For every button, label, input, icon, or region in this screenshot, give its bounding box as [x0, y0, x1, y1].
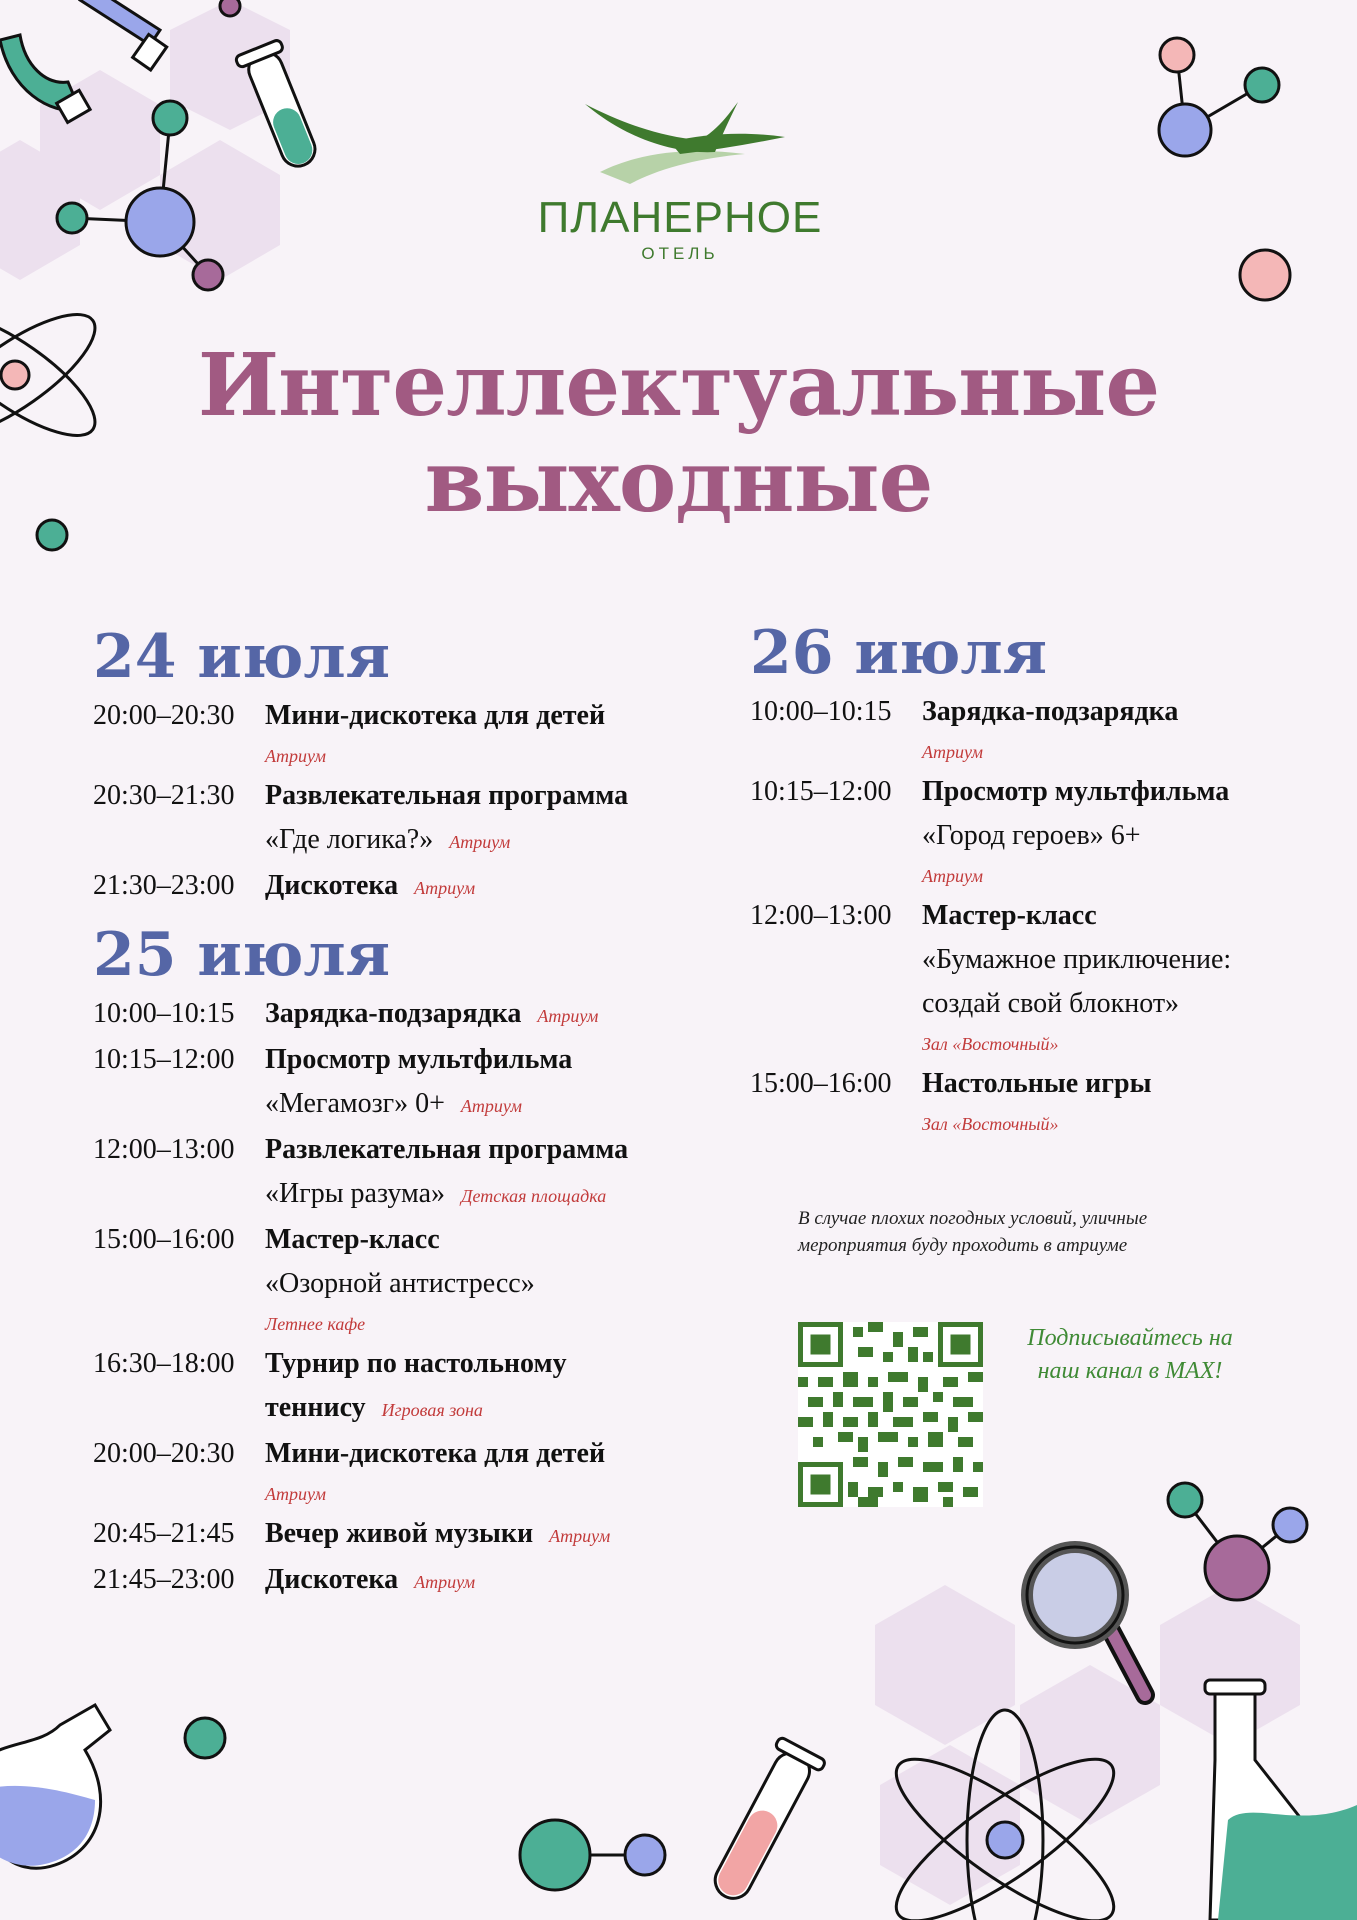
event-location: Атриум [460, 1096, 522, 1116]
schedule-left-column [93, 622, 713, 1604]
event-subtitle: «Город героев» 6+ [922, 820, 1141, 851]
event-name: Дискотека [265, 1564, 399, 1595]
title-line: Интеллектуальные [197, 335, 1160, 436]
event-time: 10:15–12:00 [93, 1044, 235, 1075]
event-row [93, 864, 713, 910]
event-row [750, 1062, 1310, 1142]
event-subtitle: «Мегамозг» 0+ [265, 1088, 445, 1119]
subscribe-text [1000, 1322, 1260, 1388]
title-line: выходные [424, 431, 933, 532]
event-row [93, 1432, 713, 1512]
magnifier-icon [1027, 1547, 1145, 1695]
event-location: Игровая зона [381, 1400, 483, 1420]
event-name: Настольные игры [922, 1068, 1152, 1099]
event-name: Развлекательная программа [265, 1134, 629, 1165]
molecule-icon [520, 1820, 665, 1890]
event-time: 15:00–16:00 [93, 1224, 235, 1255]
test-tube-icon [235, 39, 327, 174]
event-time: 16:30–18:00 [93, 1348, 235, 1379]
event-time: 10:00–10:15 [93, 998, 235, 1029]
event-name: Просмотр мультфильма [922, 776, 1230, 807]
hotel-logo [530, 92, 830, 282]
event-row [93, 1558, 713, 1604]
event-row [93, 1342, 713, 1432]
event-location: Атриум [265, 1484, 327, 1504]
test-tube-icon [702, 1737, 826, 1909]
event-location: Атриум [265, 746, 327, 766]
molecule-icon [57, 101, 223, 290]
event-location: Атриум [449, 832, 511, 852]
atom-icon [877, 1710, 1134, 1920]
event-row [93, 1512, 713, 1558]
event-row [93, 774, 713, 864]
page-title [0, 335, 1357, 532]
event-row [93, 694, 713, 774]
logo-subtitle: ОТЕЛЬ [641, 244, 719, 263]
event-subtitle: «Игры разума» [265, 1178, 446, 1209]
day-heading: 24 июля [93, 622, 391, 692]
subscribe-line: Подписывайтесь на [1027, 1325, 1233, 1351]
event-name: Мини-дискотека для детей [265, 700, 606, 731]
event-row [93, 1218, 713, 1342]
flask-icon [1205, 1680, 1357, 1920]
flask-icon [0, 1705, 110, 1868]
event-location: Атриум [414, 878, 476, 898]
event-time: 12:00–13:00 [93, 1134, 235, 1165]
event-subtitle: «Озорной антистресс» [265, 1268, 535, 1299]
schedule-right-column [750, 618, 1310, 1142]
event-location: Атриум [922, 866, 984, 886]
day-heading: 26 июля [750, 618, 1048, 688]
day-heading: 25 июля [93, 920, 391, 990]
event-name: Зарядка-подзарядка [265, 998, 522, 1029]
event-location: Атриум [414, 1572, 476, 1592]
event-name: Мини-дискотека для детей [265, 1438, 606, 1469]
glider-icon [570, 92, 790, 202]
event-row [93, 1038, 713, 1128]
event-name: теннису [265, 1392, 366, 1423]
event-location: Зал «Восточный» [922, 1114, 1059, 1134]
event-location: Атриум [537, 1006, 599, 1026]
event-time: 12:00–13:00 [750, 900, 892, 931]
event-location: Атриум [922, 742, 984, 762]
event-name: Развлекательная программа [265, 780, 629, 811]
event-time: 20:30–21:30 [93, 780, 235, 811]
event-time: 15:00–16:00 [750, 1068, 892, 1099]
event-row [750, 690, 1310, 770]
event-time: 20:45–21:45 [93, 1518, 235, 1549]
event-row [93, 1128, 713, 1218]
subscribe-line: наш канал в MAX! [1037, 1358, 1223, 1384]
event-time: 20:00–20:30 [93, 1438, 235, 1469]
molecule-icon [1159, 38, 1279, 156]
event-subtitle: создай свой блокнот» [922, 988, 1180, 1019]
weather-note [798, 1205, 1268, 1259]
magnet-icon [0, 0, 167, 122]
event-location: Атриум [549, 1526, 611, 1546]
event-time: 21:30–23:00 [93, 870, 235, 901]
event-row [93, 992, 713, 1038]
event-name: Просмотр мультфильма [265, 1044, 573, 1075]
event-subtitle: «Где логика?» [265, 824, 434, 855]
note-line: мероприятия буду проходить в атриуме [798, 1235, 1128, 1256]
qr-code-icon[interactable] [798, 1322, 983, 1507]
logo-name: ПЛАНЕРНОЕ [537, 193, 823, 242]
event-location: Зал «Восточный» [922, 1034, 1059, 1054]
note-line: В случае плохих погодных условий, уличные [798, 1208, 1148, 1229]
event-row [750, 894, 1310, 1062]
molecule-icon [1168, 1483, 1307, 1600]
event-location: Детская площадка [461, 1186, 607, 1206]
event-name: Вечер живой музыки [265, 1518, 534, 1549]
event-name: Мастер-класс [265, 1224, 440, 1255]
event-name: Дискотека [265, 870, 399, 901]
event-name: Мастер-класс [922, 900, 1097, 931]
event-time: 10:15–12:00 [750, 776, 892, 807]
event-row [750, 770, 1310, 894]
event-subtitle: «Бумажное приключение: [922, 944, 1232, 975]
event-name: Зарядка-подзарядка [922, 696, 1179, 727]
event-name: Турнир по настольному [265, 1348, 567, 1379]
event-time: 20:00–20:30 [93, 700, 235, 731]
event-time: 10:00–10:15 [750, 696, 892, 727]
event-time: 21:45–23:00 [93, 1564, 235, 1595]
event-location: Летнее кафе [265, 1314, 366, 1334]
